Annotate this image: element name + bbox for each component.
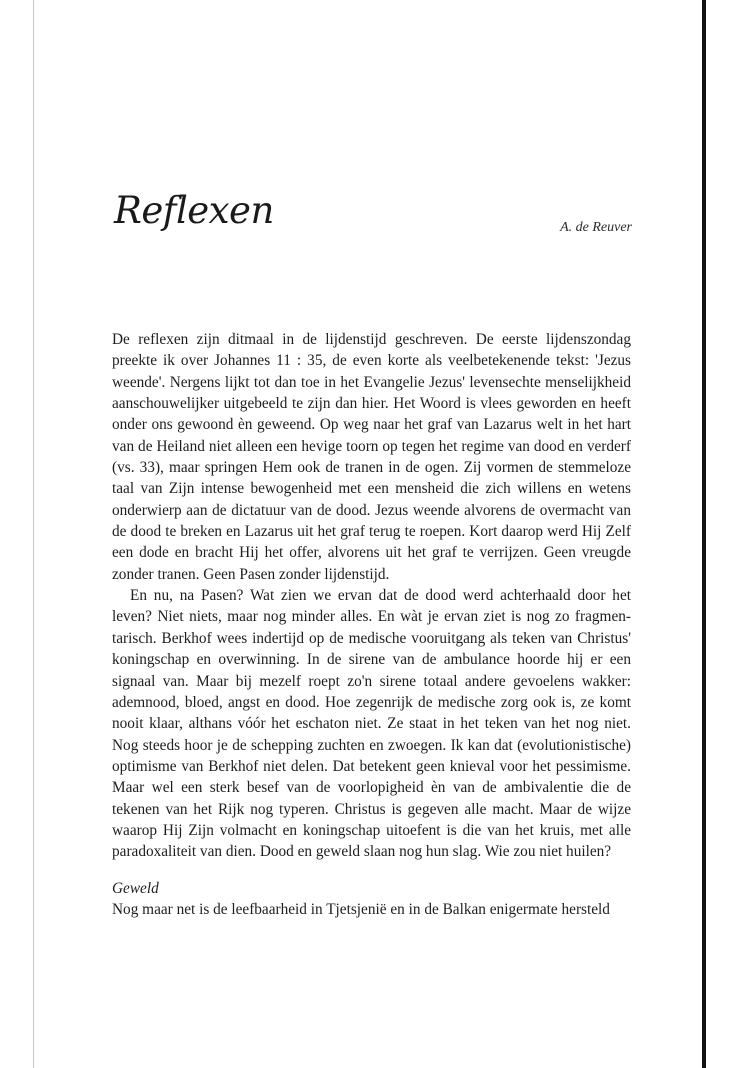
- page-left-edge: [33, 0, 34, 1068]
- article-body: [112, 329, 631, 920]
- paragraph-2: En nu, na Pasen? Wat zien we ervan dat de dood werd achterhaald door het leven? Niet niets, maar nog minder alles. En wàt je ervan ziet is nog zo fragmentarisch. Berkhof wees indertijd op de medische vooruitgang als teken van Christus' koningschap en overwinning. In de sirene van de ambulance hoorde hij er een signaal van. Maar bij mezelf roept zo'n sirene totaal andere gevoelens wakker: ademnood, bloed, angst en dood. Hoe zegenrijk de medische zorg ook is, ze komt nooit klaar, althans vóór het eschaton niet. Ze staat in het teken van het nog niet. Nog steeds hoor je de schepping zuchten en zwoegen. Ik kan dat (evolutionistische) optimisme van Berkhof niet delen. Dat betekent geen knieval voor het pessimisme. Maar wel een sterk besef van de voorlopigheid èn van de ambivalentie die de tekenen van het Rijk nog typeren. Christus is gegeven alle macht. Maar de wijze waarop Hij Zijn volmacht en koningschap uitoefent is die van het kruis, met alle paradoxaliteit van dien. Dood en geweld slaan nog hun slag. Wie zou niet huilen?: [112, 587, 631, 861]
- article-title: Reflexen: [114, 189, 274, 232]
- page-binding-edge: [702, 0, 706, 1068]
- section-first-line: Nog maar net is de leefbaarheid in Tjetsjenië en in de Balkan enigermate hersteld: [112, 900, 610, 918]
- article-author: A. de Reuver: [560, 220, 632, 235]
- section-heading: Geweld: [112, 879, 159, 897]
- paragraph-1: De reflexen zijn ditmaal in de lijdenstijd geschreven. De eerste lijdenszondag preekte ik over Johannes 11 : 35, de even korte als veelbetekenende tekst: 'Jezus weende'. Nergens lijkt tot dan toe in het Evangelie Jezus' levensechte menselijkheid aanschouwelijker uitgebeeld te zijn dan hier. Het Woord is vlees geworden en heeft onder ons gewoond èn geweend. Op weg naar het graf van Lazarus welt in het hart van de Heiland niet alleen een hevige toorn op tegen het regime van dood en verderf (vs. 33), maar springen Hem ook de tranen in de ogen. Zij vormen de stemmeloze taal van Zijn intense bewogenheid met een mensheid die zich willens en wetens onderwierp aan de dictatuur van de dood. Jezus weende alvorens de overmacht van de dood te breken en Lazarus uit het graf terug te roepen. Kort daarop werd Hij Zelf een dode en bracht Hij het offer, alvorens uit het graf te verrijzen. Geen vreugde zonder tranen. Geen Pasen zonder lijdenstijd.: [112, 331, 631, 583]
